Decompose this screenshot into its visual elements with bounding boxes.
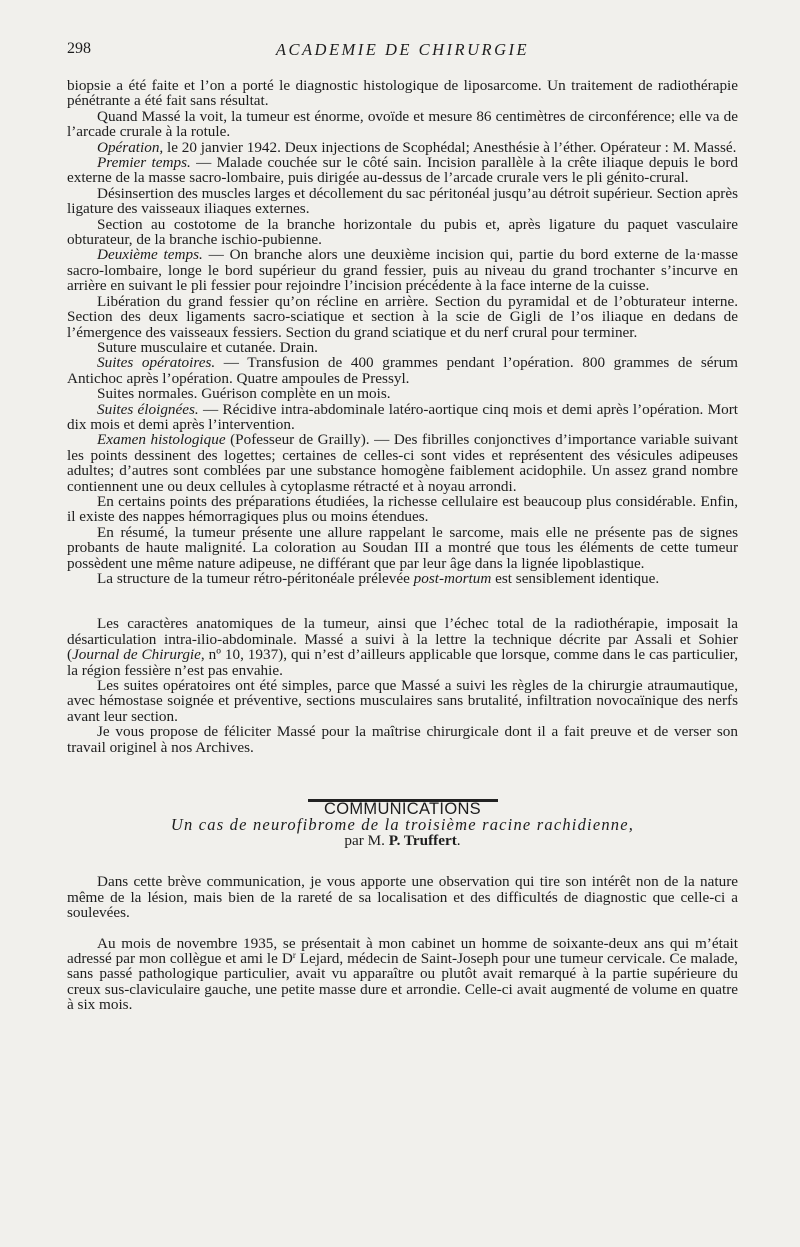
paragraph: Suites normales. Guérison complète en un mois. xyxy=(97,385,391,403)
paragraph xyxy=(67,432,738,494)
paragraph: Désinsertion des muscles larges et décollement du sac péritonéal jusqu’au détroit supérieur. Section après ligature des vaisseaux iliaques externes. xyxy=(67,184,738,218)
paragraph-label: Premier temps. xyxy=(97,154,191,172)
paragraph xyxy=(67,140,738,155)
paragraph-text: est sensiblement identique. xyxy=(491,570,660,587)
paragraph xyxy=(67,616,738,678)
paragraph-text: — On branche alors une deuxième incision qui, partie du bord externe de la·masse sacro-lombaire, longe le bord supérieur du grand fessier, puis au niveau du grand trochanter s’incurve en arrière en suivant le pli fessier pour rejoindre l’incision précédente à la face interne de la cuisse. xyxy=(67,246,738,295)
paragraph-text: — Transfusion de 400 grammes pendant l’opération. 800 grammes de sérum Antichoc après l’opération. Quatre ampoules de Pressyl. xyxy=(67,354,738,387)
journal-name: Journal de Chirurgie xyxy=(72,646,201,664)
paragraph: Section au costotome de la branche horizontale du pubis et, après ligature du paquet vasculaire obturateur, de la branche ischio-pubienne. xyxy=(67,215,738,249)
paragraph-text: Les caractères anatomiques de la tumeur, ainsi que l’échec total de la radiothérapie, imposait la désarticulation intra-ilio-abdominale. Massé a suivi à la lettre la technique décrite par Assali et Sohier ( xyxy=(67,615,738,664)
page-header xyxy=(67,40,738,62)
page-number: 298 xyxy=(67,40,91,57)
paragraph: Je vous propose de féliciter Massé pour la maîtrise chirurgicale dont il a fait preuve et de verser son travail originel à nos Archives. xyxy=(67,723,738,756)
author-name: P. Truffert xyxy=(388,831,457,849)
spacer xyxy=(67,848,738,874)
paragraph xyxy=(67,355,738,386)
paragraph xyxy=(67,247,738,293)
byline-suffix: . xyxy=(456,831,461,849)
byline-prefix: par M. xyxy=(344,831,389,849)
article-body xyxy=(67,78,738,1013)
paragraph xyxy=(67,571,738,586)
paragraph: Les suites opératoires ont été simples, parce que Massé a suivi les règles de la chirurgie atraumautique, avec hémostase soignée et préventive, sections musculaires sans brutalité, infiltration novocaïnique des nerfs avant leur section. xyxy=(67,677,738,725)
paragraph: Dans cette brève communication, je vous apporte une observation qui tire son intérêt non de la nature même de la lésion, mais bien de la rareté de sa localisation et des difficultés de diagnostic que celle-ci a soulevées. xyxy=(67,873,738,922)
byline xyxy=(67,833,738,848)
paragraph-text: (Pofesseur de Grailly). — Des fibrilles conjonctives d’importance variable suivant les points dessinent des logettes; certaines de celles-ci sont vides et représentent des vésicules adipeuses adultes; d’autres sont comblées par une substance homogène faiblement acidophile. Un assez grand nombre contiennent une ou deux cellules à cytoplasme rétracté et à noyau arrondi. xyxy=(67,431,738,495)
section-gap xyxy=(67,586,738,616)
paragraph: biopsie a été faite et l’on a porté le diagnostic histologique de liposarcome. Un traitement de radiothérapie pénétrante a été fait sans résultat. xyxy=(67,77,738,110)
paragraph: En certains points des préparations étudiées, la richesse cellulaire est beaucoup plus considérable. Enfin, il existe des nappes hémorragiques plus ou moins étendues. xyxy=(67,492,738,526)
paragraph: En résumé, la tumeur présente une allure rappelant le sarcome, mais elle ne présente pas de signes probants de haute malignité. La coloration au Soudan III a montré que tous les éléments de cette tumeur possèdent une même nature adipeuse, ne différant que par leur âge dans la lignée lipoblastique. xyxy=(67,523,738,572)
paragraph-label: Suites opératoires. xyxy=(97,354,216,372)
article-title: Un cas de neurofibrome de la troisième racine rachidienne, xyxy=(170,815,635,835)
paragraph-label: Examen histologique xyxy=(97,431,226,449)
paragraph xyxy=(67,936,738,1013)
paragraph-label: Suites éloignées. xyxy=(97,400,199,418)
paragraph: Suture musculaire et cutanée. Drain. xyxy=(97,338,318,356)
paragraph xyxy=(67,402,738,433)
paragraph-text: le 20 janvier 1942. Deux injections de Scophédal; Anesthésie à l’éther. Opérateur : M. Massé. xyxy=(163,138,737,156)
paragraph-label: Deuxième temps. xyxy=(97,246,203,264)
spacer xyxy=(67,921,738,936)
paragraph-text: — Récidive intra-abdominale latéro-aortique cinq mois et demi après l’opération. Mort dix mois et demi après l’intervention. xyxy=(67,400,738,433)
paragraph: Libération du grand fessier qu’on récline en arrière. Section du pyramidal et de l’obturateur interne. Section des deux ligaments sacro-sciatique et section à la scie de Gigli de l’os iliaque en dedans de l’émergence des vaisseaux fessiers. Section du grand sciatique et du nerf crural pour terminer. xyxy=(67,292,738,341)
superscript: r xyxy=(292,949,296,960)
section-heading: COMMUNICATIONS xyxy=(324,800,481,819)
paragraph-label: Opération, xyxy=(97,138,164,156)
paragraph: Quand Massé la voit, la tumeur est énorme, ovoïde et mesure 86 centimètres de circonférence; elle va de l’arcade crurale à la rotule. xyxy=(67,107,738,141)
paragraph-text: — Malade couchée sur le côté sain. Incision parallèle à la crête iliaque depuis le bord externe de la masse sacro-lombaire, puis dirigée au-dessus de l’arcade crurale vers le pli génito-crural. xyxy=(67,154,738,187)
running-title: ACADEMIE DE CHIRURGIE xyxy=(275,40,530,59)
emphasis: post-mortum xyxy=(413,570,492,587)
paragraph-text: Lejard, médecin de Saint-Joseph pour une tumeur cervicale. Ce malade, sans passé pathologique particulier, avait vu apparaître ou plutôt avait remarqué à la partie supérieure du creux sus-claviculaire gauche, une petite masse dure et arrondie. Celle-ci avait augmenté de volume en quatre à six mois. xyxy=(67,949,738,1014)
paragraph xyxy=(67,155,738,186)
paragraph-text: , nº 10, 1937), qui n’est d’ailleurs applicable que lorsque, comme dans le cas particulier, la région fessière n’est pas envahie. xyxy=(67,646,739,679)
paragraph-text: Au mois de novembre 1935, se présentait à mon cabinet un homme de soixante-deux ans qui m’était adressé par mon collègue et ami le D xyxy=(67,934,738,967)
paragraph-text: La structure de la tumeur rétro-péritonéale prélevée xyxy=(97,570,414,587)
